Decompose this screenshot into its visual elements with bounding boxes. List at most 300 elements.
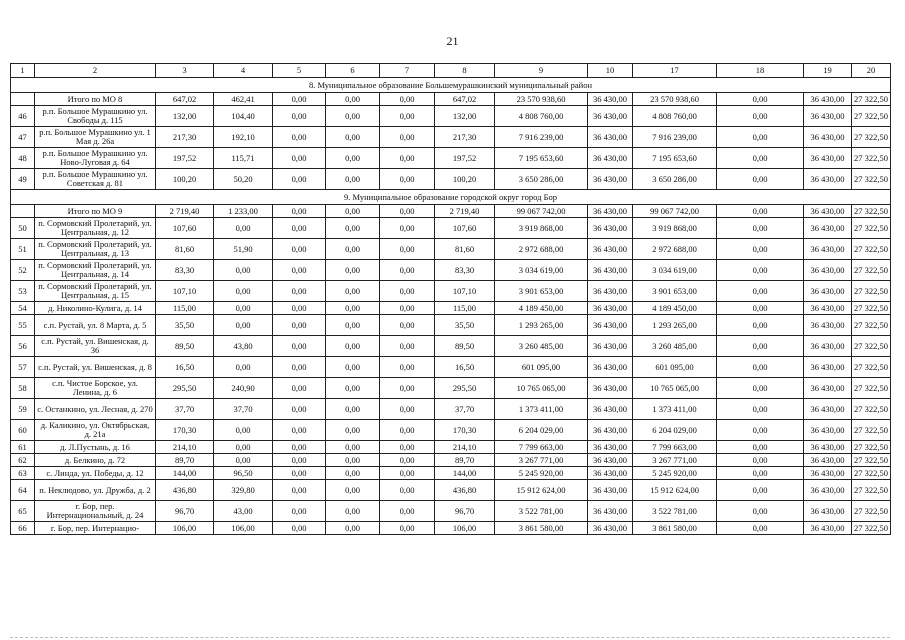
value-cell: 0,00 bbox=[273, 302, 326, 315]
value-cell: 0,00 bbox=[326, 399, 380, 420]
value-cell: 2 972 688,00 bbox=[495, 239, 588, 260]
row-number-cell: 58 bbox=[11, 378, 35, 399]
value-cell: 36 430,00 bbox=[804, 302, 852, 315]
page-edge-divider bbox=[10, 637, 890, 638]
value-cell: 0,00 bbox=[717, 205, 804, 218]
value-cell: 0,00 bbox=[326, 522, 380, 535]
value-cell: 36 430,00 bbox=[588, 315, 633, 336]
value-cell: 601 095,00 bbox=[633, 357, 717, 378]
address-cell: п. Сормовский Пролетарий, ул. Центральная, д. 15 bbox=[35, 281, 156, 302]
address-cell: д. Белкино, д. 72 bbox=[35, 454, 156, 467]
value-cell: 436,80 bbox=[156, 480, 214, 501]
value-cell: 0,00 bbox=[214, 260, 273, 281]
value-cell: 0,00 bbox=[326, 441, 380, 454]
address-cell: г. Бор, пер. Интернациональный, д. 24 bbox=[35, 501, 156, 522]
value-cell: 0,00 bbox=[717, 336, 804, 357]
value-cell: 7 916 239,00 bbox=[495, 127, 588, 148]
value-cell: 0,00 bbox=[326, 106, 380, 127]
value-cell: 3 522 781,00 bbox=[633, 501, 717, 522]
value-cell: 214,10 bbox=[156, 441, 214, 454]
value-cell: 0,00 bbox=[326, 480, 380, 501]
value-cell: 115,00 bbox=[435, 302, 495, 315]
address-cell: г. Бор, пер. Интернацио- bbox=[35, 522, 156, 535]
row-number-cell: 52 bbox=[11, 260, 35, 281]
value-cell: 96,70 bbox=[156, 501, 214, 522]
value-cell: 0,00 bbox=[326, 260, 380, 281]
column-number-cell: 7 bbox=[380, 64, 435, 78]
value-cell: 27 322,50 bbox=[852, 127, 891, 148]
value-cell: 2 719,40 bbox=[435, 205, 495, 218]
value-cell: 4 808 760,00 bbox=[495, 106, 588, 127]
address-cell: с. Останкино, ул. Лесная, д. 270 bbox=[35, 399, 156, 420]
address-cell: п. Неклюдово, ул. Дружба, д. 2 bbox=[35, 480, 156, 501]
table-row bbox=[11, 399, 891, 420]
value-cell: 36 430,00 bbox=[804, 218, 852, 239]
value-cell: 115,71 bbox=[214, 148, 273, 169]
value-cell: 0,00 bbox=[717, 169, 804, 190]
value-cell: 0,00 bbox=[273, 281, 326, 302]
value-cell: 0,00 bbox=[380, 480, 435, 501]
value-cell: 1 373 411,00 bbox=[633, 399, 717, 420]
value-cell: 0,00 bbox=[717, 281, 804, 302]
row-number-cell: 63 bbox=[11, 467, 35, 480]
value-cell: 6 204 029,00 bbox=[633, 420, 717, 441]
value-cell: 0,00 bbox=[717, 467, 804, 480]
value-cell: 81,60 bbox=[435, 239, 495, 260]
value-cell: 89,70 bbox=[435, 454, 495, 467]
value-cell: 0,00 bbox=[380, 315, 435, 336]
value-cell: 0,00 bbox=[380, 169, 435, 190]
total-row bbox=[11, 205, 891, 218]
value-cell: 0,00 bbox=[326, 205, 380, 218]
address-cell: с.п. Рустай, ул. Вишенская, д. 36 bbox=[35, 336, 156, 357]
value-cell: 7 799 663,00 bbox=[633, 441, 717, 454]
value-cell: 107,10 bbox=[156, 281, 214, 302]
value-cell: 0,00 bbox=[273, 93, 326, 106]
value-cell: 0,00 bbox=[214, 315, 273, 336]
address-cell: д. Л.Пустынь, д. 16 bbox=[35, 441, 156, 454]
value-cell: 36 430,00 bbox=[804, 454, 852, 467]
value-cell: 0,00 bbox=[380, 127, 435, 148]
value-cell: 5 245 920,00 bbox=[633, 467, 717, 480]
address-cell: п. Сормовский Пролетарий, ул. Центральная, д. 12 bbox=[35, 218, 156, 239]
value-cell: 36 430,00 bbox=[588, 467, 633, 480]
value-cell: 0,00 bbox=[380, 302, 435, 315]
column-number-cell: 3 bbox=[156, 64, 214, 78]
value-cell: 144,00 bbox=[435, 467, 495, 480]
value-cell: 10 765 065,00 bbox=[495, 378, 588, 399]
value-cell: 0,00 bbox=[380, 441, 435, 454]
value-cell: 36 430,00 bbox=[588, 239, 633, 260]
column-number-cell: 6 bbox=[326, 64, 380, 78]
value-cell: 3 861 580,00 bbox=[633, 522, 717, 535]
value-cell: 107,60 bbox=[435, 218, 495, 239]
value-cell: 36 430,00 bbox=[588, 357, 633, 378]
section-title: 8. Муниципальное образование Большемурашкинский муниципальный район bbox=[11, 78, 891, 93]
value-cell: 36 430,00 bbox=[804, 315, 852, 336]
value-cell: 27 322,50 bbox=[852, 148, 891, 169]
value-cell: 27 322,50 bbox=[852, 336, 891, 357]
page-number: 21 bbox=[446, 34, 459, 48]
value-cell: 27 322,50 bbox=[852, 399, 891, 420]
column-number-cell: 18 bbox=[717, 64, 804, 78]
value-cell: 36 430,00 bbox=[588, 281, 633, 302]
value-cell: 27 322,50 bbox=[852, 522, 891, 535]
value-cell: 37,70 bbox=[214, 399, 273, 420]
total-row bbox=[11, 93, 891, 106]
row-number-cell: 50 bbox=[11, 218, 35, 239]
value-cell: 0,00 bbox=[380, 281, 435, 302]
value-cell: 0,00 bbox=[273, 454, 326, 467]
address-cell: р.п. Большое Мурашкино ул. 1 Мая д. 26а bbox=[35, 127, 156, 148]
value-cell: 0,00 bbox=[326, 454, 380, 467]
section-title: 9. Муниципальное образование городской округ город Бор bbox=[11, 190, 891, 205]
value-cell: 0,00 bbox=[273, 357, 326, 378]
value-cell: 36 430,00 bbox=[804, 148, 852, 169]
address-cell: п. Сормовский Пролетарий, ул. Центральная, д. 13 bbox=[35, 239, 156, 260]
value-cell: 27 322,50 bbox=[852, 218, 891, 239]
value-cell: 0,00 bbox=[717, 357, 804, 378]
value-cell: 0,00 bbox=[717, 218, 804, 239]
value-cell: 0,00 bbox=[717, 239, 804, 260]
value-cell: 647,02 bbox=[435, 93, 495, 106]
address-cell: р.п. Большое Мурашкино ул. Свободы д. 115 bbox=[35, 106, 156, 127]
column-number-cell: 17 bbox=[633, 64, 717, 78]
value-cell: 89,50 bbox=[435, 336, 495, 357]
column-number-cell: 10 bbox=[588, 64, 633, 78]
value-cell: 36 430,00 bbox=[804, 399, 852, 420]
row-number-cell: 54 bbox=[11, 302, 35, 315]
table-row bbox=[11, 441, 891, 454]
value-cell: 3 919 868,00 bbox=[633, 218, 717, 239]
value-cell: 36 430,00 bbox=[588, 127, 633, 148]
value-cell: 36 430,00 bbox=[588, 260, 633, 281]
value-cell: 7 195 653,60 bbox=[633, 148, 717, 169]
value-cell: 0,00 bbox=[717, 260, 804, 281]
value-cell: 27 322,50 bbox=[852, 93, 891, 106]
column-number-cell: 1 bbox=[11, 64, 35, 78]
value-cell: 2 972 688,00 bbox=[633, 239, 717, 260]
value-cell: 0,00 bbox=[380, 218, 435, 239]
value-cell: 115,00 bbox=[156, 302, 214, 315]
value-cell: 106,00 bbox=[214, 522, 273, 535]
value-cell: 36 430,00 bbox=[804, 106, 852, 127]
value-cell: 329,80 bbox=[214, 480, 273, 501]
value-cell: 15 912 624,00 bbox=[633, 480, 717, 501]
value-cell: 27 322,50 bbox=[852, 480, 891, 501]
value-cell: 0,00 bbox=[273, 441, 326, 454]
row-number-cell: 60 bbox=[11, 420, 35, 441]
address-cell: с. Линда, ул. Победы, д. 12 bbox=[35, 467, 156, 480]
value-cell: 144,00 bbox=[156, 467, 214, 480]
value-cell: 436,80 bbox=[435, 480, 495, 501]
value-cell: 3 650 286,00 bbox=[633, 169, 717, 190]
value-cell: 36 430,00 bbox=[588, 399, 633, 420]
value-cell: 27 322,50 bbox=[852, 501, 891, 522]
value-cell: 0,00 bbox=[326, 93, 380, 106]
value-cell: 0,00 bbox=[717, 522, 804, 535]
value-cell: 0,00 bbox=[380, 378, 435, 399]
value-cell: 3 260 485,00 bbox=[495, 336, 588, 357]
value-cell: 0,00 bbox=[380, 239, 435, 260]
value-cell: 7 195 653,60 bbox=[495, 148, 588, 169]
value-cell: 27 322,50 bbox=[852, 357, 891, 378]
value-cell: 96,50 bbox=[214, 467, 273, 480]
value-cell: 36 430,00 bbox=[588, 522, 633, 535]
table-row bbox=[11, 127, 891, 148]
column-number-cell: 4 bbox=[214, 64, 273, 78]
value-cell: 36 430,00 bbox=[804, 357, 852, 378]
data-table bbox=[10, 63, 891, 535]
row-number-cell: 64 bbox=[11, 480, 35, 501]
value-cell: 197,52 bbox=[156, 148, 214, 169]
address-cell: д. Николино-Кулига, д. 14 bbox=[35, 302, 156, 315]
value-cell: 35,50 bbox=[435, 315, 495, 336]
value-cell: 0,00 bbox=[380, 522, 435, 535]
value-cell: 36 430,00 bbox=[804, 260, 852, 281]
table-row bbox=[11, 260, 891, 281]
value-cell: 0,00 bbox=[380, 205, 435, 218]
table-row bbox=[11, 454, 891, 467]
value-cell: 3 901 653,00 bbox=[633, 281, 717, 302]
value-cell: 132,00 bbox=[435, 106, 495, 127]
table-row bbox=[11, 148, 891, 169]
value-cell: 0,00 bbox=[717, 93, 804, 106]
address-cell: Итого по МО 8 bbox=[35, 93, 156, 106]
value-cell: 36 430,00 bbox=[588, 441, 633, 454]
address-cell: р.п. Большое Мурашкино ул. Ново-Луговая д. 64 bbox=[35, 148, 156, 169]
value-cell: 0,00 bbox=[380, 467, 435, 480]
value-cell: 1 233,00 bbox=[214, 205, 273, 218]
value-cell: 214,10 bbox=[435, 441, 495, 454]
table-row bbox=[11, 420, 891, 441]
value-cell: 0,00 bbox=[326, 218, 380, 239]
row-number-cell bbox=[11, 93, 35, 106]
value-cell: 3 034 619,00 bbox=[633, 260, 717, 281]
value-cell: 0,00 bbox=[380, 454, 435, 467]
value-cell: 0,00 bbox=[273, 148, 326, 169]
value-cell: 36 430,00 bbox=[588, 148, 633, 169]
value-cell: 50,20 bbox=[214, 169, 273, 190]
value-cell: 36 430,00 bbox=[804, 480, 852, 501]
value-cell: 0,00 bbox=[717, 480, 804, 501]
value-cell: 27 322,50 bbox=[852, 420, 891, 441]
address-cell: с.п. Чистое Борское, ул. Ленина, д. 6 bbox=[35, 378, 156, 399]
column-number-cell: 9 bbox=[495, 64, 588, 78]
row-number-cell: 51 bbox=[11, 239, 35, 260]
value-cell: 23 570 938,60 bbox=[495, 93, 588, 106]
value-cell: 295,50 bbox=[435, 378, 495, 399]
value-cell: 37,70 bbox=[156, 399, 214, 420]
value-cell: 89,70 bbox=[156, 454, 214, 467]
table-row bbox=[11, 281, 891, 302]
value-cell: 0,00 bbox=[380, 336, 435, 357]
value-cell: 0,00 bbox=[273, 399, 326, 420]
row-number-cell: 65 bbox=[11, 501, 35, 522]
value-cell: 0,00 bbox=[326, 148, 380, 169]
section-title-row bbox=[11, 190, 891, 205]
row-number-cell: 66 bbox=[11, 522, 35, 535]
value-cell: 1 293 265,00 bbox=[633, 315, 717, 336]
value-cell: 7 916 239,00 bbox=[633, 127, 717, 148]
value-cell: 36 430,00 bbox=[804, 127, 852, 148]
value-cell: 0,00 bbox=[326, 169, 380, 190]
value-cell: 15 912 624,00 bbox=[495, 480, 588, 501]
row-number-cell: 49 bbox=[11, 169, 35, 190]
row-number-cell: 47 bbox=[11, 127, 35, 148]
value-cell: 0,00 bbox=[273, 467, 326, 480]
value-cell: 217,30 bbox=[435, 127, 495, 148]
value-cell: 0,00 bbox=[273, 378, 326, 399]
value-cell: 0,00 bbox=[326, 378, 380, 399]
value-cell: 27 322,50 bbox=[852, 378, 891, 399]
table-row bbox=[11, 169, 891, 190]
table-row bbox=[11, 378, 891, 399]
value-cell: 83,30 bbox=[435, 260, 495, 281]
value-cell: 601 095,00 bbox=[495, 357, 588, 378]
value-cell: 36 430,00 bbox=[804, 281, 852, 302]
value-cell: 36 430,00 bbox=[804, 169, 852, 190]
value-cell: 107,10 bbox=[435, 281, 495, 302]
value-cell: 6 204 029,00 bbox=[495, 420, 588, 441]
value-cell: 96,70 bbox=[435, 501, 495, 522]
value-cell: 240,90 bbox=[214, 378, 273, 399]
value-cell: 0,00 bbox=[273, 260, 326, 281]
value-cell: 3 861 580,00 bbox=[495, 522, 588, 535]
value-cell: 0,00 bbox=[273, 218, 326, 239]
value-cell: 0,00 bbox=[273, 239, 326, 260]
value-cell: 35,50 bbox=[156, 315, 214, 336]
value-cell: 27 322,50 bbox=[852, 454, 891, 467]
address-cell: с.п. Рустай, ул. 8 Марта, д. 5 bbox=[35, 315, 156, 336]
value-cell: 104,40 bbox=[214, 106, 273, 127]
value-cell: 0,00 bbox=[326, 467, 380, 480]
value-cell: 0,00 bbox=[717, 399, 804, 420]
address-cell: Итого по МО 9 bbox=[35, 205, 156, 218]
value-cell: 217,30 bbox=[156, 127, 214, 148]
value-cell: 0,00 bbox=[273, 420, 326, 441]
value-cell: 3 650 286,00 bbox=[495, 169, 588, 190]
value-cell: 0,00 bbox=[273, 501, 326, 522]
value-cell: 43,00 bbox=[214, 501, 273, 522]
row-number-cell: 46 bbox=[11, 106, 35, 127]
row-number-cell bbox=[11, 205, 35, 218]
table-row bbox=[11, 218, 891, 239]
value-cell: 106,00 bbox=[435, 522, 495, 535]
value-cell: 0,00 bbox=[380, 260, 435, 281]
value-cell: 0,00 bbox=[214, 441, 273, 454]
value-cell: 0,00 bbox=[273, 315, 326, 336]
value-cell: 3 901 653,00 bbox=[495, 281, 588, 302]
value-cell: 1 373 411,00 bbox=[495, 399, 588, 420]
value-cell: 100,20 bbox=[435, 169, 495, 190]
value-cell: 0,00 bbox=[326, 239, 380, 260]
value-cell: 4 189 450,00 bbox=[633, 302, 717, 315]
value-cell: 0,00 bbox=[326, 420, 380, 441]
column-number-cell: 20 bbox=[852, 64, 891, 78]
value-cell: 0,00 bbox=[380, 399, 435, 420]
value-cell: 0,00 bbox=[273, 522, 326, 535]
row-number-cell: 61 bbox=[11, 441, 35, 454]
value-cell: 36 430,00 bbox=[588, 336, 633, 357]
table-row bbox=[11, 467, 891, 480]
value-cell: 36 430,00 bbox=[804, 205, 852, 218]
value-cell: 16,50 bbox=[435, 357, 495, 378]
address-cell: п. Сормовский Пролетарий, ул. Центральная, д. 14 bbox=[35, 260, 156, 281]
value-cell: 3 267 771,00 bbox=[495, 454, 588, 467]
value-cell: 27 322,50 bbox=[852, 106, 891, 127]
value-cell: 192,10 bbox=[214, 127, 273, 148]
value-cell: 106,00 bbox=[156, 522, 214, 535]
value-cell: 0,00 bbox=[717, 127, 804, 148]
value-cell: 170,30 bbox=[435, 420, 495, 441]
value-cell: 43,80 bbox=[214, 336, 273, 357]
value-cell: 4 808 760,00 bbox=[633, 106, 717, 127]
value-cell: 0,00 bbox=[717, 454, 804, 467]
value-cell: 51,90 bbox=[214, 239, 273, 260]
value-cell: 27 322,50 bbox=[852, 239, 891, 260]
value-cell: 197,52 bbox=[435, 148, 495, 169]
value-cell: 3 267 771,00 bbox=[633, 454, 717, 467]
value-cell: 0,00 bbox=[380, 148, 435, 169]
value-cell: 3 034 619,00 bbox=[495, 260, 588, 281]
column-number-cell: 19 bbox=[804, 64, 852, 78]
table-row bbox=[11, 357, 891, 378]
value-cell: 36 430,00 bbox=[588, 501, 633, 522]
address-cell: р.п. Большое Мурашкино ул. Советская д. 81 bbox=[35, 169, 156, 190]
value-cell: 36 430,00 bbox=[804, 239, 852, 260]
value-cell: 0,00 bbox=[380, 420, 435, 441]
value-cell: 36 430,00 bbox=[588, 302, 633, 315]
value-cell: 0,00 bbox=[214, 357, 273, 378]
value-cell: 3 522 781,00 bbox=[495, 501, 588, 522]
value-cell: 27 322,50 bbox=[852, 467, 891, 480]
value-cell: 27 322,50 bbox=[852, 441, 891, 454]
value-cell: 27 322,50 bbox=[852, 315, 891, 336]
value-cell: 27 322,50 bbox=[852, 205, 891, 218]
row-number-cell: 62 bbox=[11, 454, 35, 467]
value-cell: 0,00 bbox=[326, 315, 380, 336]
value-cell: 0,00 bbox=[214, 420, 273, 441]
value-cell: 36 430,00 bbox=[804, 522, 852, 535]
value-cell: 83,30 bbox=[156, 260, 214, 281]
value-cell: 0,00 bbox=[273, 106, 326, 127]
value-cell: 0,00 bbox=[214, 218, 273, 239]
value-cell: 27 322,50 bbox=[852, 302, 891, 315]
value-cell: 0,00 bbox=[380, 357, 435, 378]
value-cell: 36 430,00 bbox=[588, 420, 633, 441]
value-cell: 3 919 868,00 bbox=[495, 218, 588, 239]
value-cell: 0,00 bbox=[717, 315, 804, 336]
value-cell: 170,30 bbox=[156, 420, 214, 441]
value-cell: 16,50 bbox=[156, 357, 214, 378]
value-cell: 36 430,00 bbox=[804, 441, 852, 454]
value-cell: 0,00 bbox=[717, 441, 804, 454]
table-row bbox=[11, 315, 891, 336]
row-number-cell: 55 bbox=[11, 315, 35, 336]
value-cell: 0,00 bbox=[717, 302, 804, 315]
value-cell: 36 430,00 bbox=[588, 205, 633, 218]
value-cell: 81,60 bbox=[156, 239, 214, 260]
value-cell: 0,00 bbox=[214, 454, 273, 467]
value-cell: 36 430,00 bbox=[588, 106, 633, 127]
value-cell: 0,00 bbox=[380, 501, 435, 522]
value-cell: 37,70 bbox=[435, 399, 495, 420]
value-cell: 0,00 bbox=[273, 480, 326, 501]
table-row bbox=[11, 239, 891, 260]
value-cell: 1 293 265,00 bbox=[495, 315, 588, 336]
value-cell: 99 067 742,00 bbox=[633, 205, 717, 218]
